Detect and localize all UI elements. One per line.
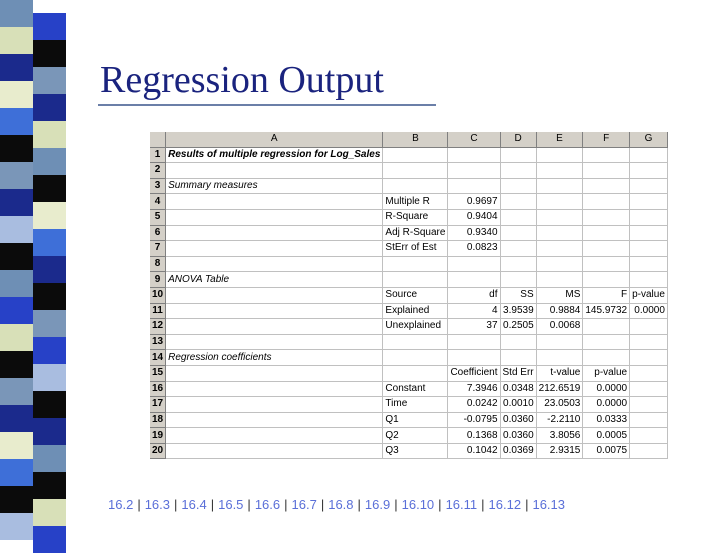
row-header[interactable]: 15 [150, 365, 166, 381]
nav-link[interactable]: 16.2 [108, 497, 134, 512]
cell[interactable] [500, 147, 536, 163]
cell[interactable]: 0.9340 [448, 225, 500, 241]
cell[interactable] [536, 241, 583, 257]
cell[interactable]: MS [536, 287, 583, 303]
cell[interactable] [536, 178, 583, 194]
spreadsheet-row [150, 225, 667, 241]
column-header-b[interactable]: B [383, 132, 448, 147]
nav-separator: | [174, 497, 178, 512]
spreadsheet-row [150, 163, 667, 179]
cell[interactable] [383, 163, 448, 179]
cell[interactable]: 0.9404 [448, 209, 500, 225]
spreadsheet [150, 132, 665, 460]
cell[interactable] [630, 147, 668, 163]
cell[interactable]: df [448, 287, 500, 303]
cell[interactable]: SS [500, 287, 536, 303]
spreadsheet-row [150, 350, 667, 366]
cell[interactable] [383, 256, 448, 272]
cell[interactable] [630, 178, 668, 194]
cell[interactable]: R-Square [383, 209, 448, 225]
cell[interactable] [500, 334, 536, 350]
stripe-block [33, 418, 66, 445]
cell[interactable] [166, 194, 383, 210]
cell[interactable]: Q3 [383, 443, 448, 459]
corner-cell[interactable] [150, 132, 166, 147]
cell[interactable] [583, 225, 630, 241]
cell[interactable]: 0.0333 [583, 412, 630, 428]
cell[interactable] [166, 365, 383, 381]
row-header[interactable]: 7 [150, 241, 166, 257]
cell[interactable] [166, 319, 383, 335]
row-header[interactable]: 4 [150, 194, 166, 210]
cell[interactable]: p-value [630, 287, 668, 303]
cell[interactable]: t-value [536, 365, 583, 381]
cell[interactable]: 0.1368 [448, 428, 500, 444]
stripe-block [33, 121, 66, 148]
stripe-block [0, 459, 33, 486]
cell[interactable] [448, 163, 500, 179]
cell[interactable] [166, 287, 383, 303]
cell[interactable] [383, 178, 448, 194]
cell[interactable] [166, 381, 383, 397]
spreadsheet-row [150, 397, 667, 413]
stripe-block [33, 256, 66, 283]
stripe-block [0, 189, 33, 216]
stripe-block [33, 499, 66, 526]
cell[interactable] [500, 272, 536, 288]
spreadsheet-row [150, 194, 667, 210]
nav-separator: | [357, 497, 361, 512]
cell[interactable] [630, 350, 668, 366]
nav-link[interactable]: 16.12 [488, 497, 522, 512]
cell[interactable]: 0.0242 [448, 397, 500, 413]
cell[interactable] [536, 147, 583, 163]
cell[interactable] [448, 272, 500, 288]
cell[interactable]: Unexplained [383, 319, 448, 335]
nav-separator: | [320, 497, 325, 512]
cell[interactable] [630, 397, 668, 413]
row-header[interactable]: 1 [150, 147, 166, 163]
cell[interactable] [583, 163, 630, 179]
cell[interactable]: Results of multiple regression for Log_Sales [166, 147, 383, 163]
nav-separator: | [284, 497, 288, 512]
nav-separator: | [394, 497, 398, 512]
cell[interactable] [630, 381, 668, 397]
cell[interactable] [166, 443, 383, 459]
nav-link[interactable]: 16.11 [445, 497, 478, 512]
stripe-block [0, 405, 33, 432]
cell[interactable] [166, 256, 383, 272]
cell[interactable]: 3.9539 [500, 303, 536, 319]
stripe-block [0, 270, 33, 297]
cell[interactable] [166, 303, 383, 319]
cell[interactable] [166, 397, 383, 413]
stripe-block [0, 297, 33, 324]
cell[interactable] [536, 272, 583, 288]
stripe-block [33, 472, 66, 499]
cell[interactable] [583, 319, 630, 335]
cell[interactable] [166, 428, 383, 444]
stripe-block [33, 283, 66, 310]
cell[interactable] [500, 241, 536, 257]
cell[interactable] [500, 163, 536, 179]
column-header-f[interactable]: F [583, 132, 630, 147]
stripe-block [0, 108, 33, 135]
cell[interactable] [166, 209, 383, 225]
cell[interactable]: 0.0369 [500, 443, 536, 459]
row-header[interactable]: 13 [150, 334, 166, 350]
cell[interactable]: 0.9884 [536, 303, 583, 319]
cell[interactable] [536, 256, 583, 272]
cell[interactable]: 0.1042 [448, 443, 500, 459]
cell[interactable] [630, 225, 668, 241]
cell[interactable]: 0.0348 [500, 381, 536, 397]
cell[interactable]: Q1 [383, 412, 448, 428]
row-header[interactable]: 10 [150, 287, 166, 303]
cell[interactable]: Explained [383, 303, 448, 319]
spreadsheet-row [150, 178, 667, 194]
cell[interactable] [536, 163, 583, 179]
stripe-block [0, 27, 33, 54]
cell[interactable]: Std Err [500, 365, 536, 381]
spreadsheet-row [150, 147, 667, 163]
row-header[interactable]: 20 [150, 443, 166, 459]
cell[interactable]: Time [383, 397, 448, 413]
row-header[interactable]: 12 [150, 319, 166, 335]
row-header[interactable]: 19 [150, 428, 166, 444]
row-header[interactable]: 17 [150, 397, 166, 413]
cell[interactable]: 3.8056 [536, 428, 583, 444]
cell[interactable] [583, 256, 630, 272]
cell[interactable] [383, 147, 448, 163]
cell[interactable] [500, 194, 536, 210]
spreadsheet-row [150, 365, 667, 381]
slide-title: Regression Output [100, 59, 384, 101]
nav-separator: | [247, 497, 251, 512]
spreadsheet-row [150, 381, 667, 397]
spreadsheet-row [150, 443, 667, 459]
stripe-block [0, 54, 33, 81]
nav-link[interactable]: 16.10 [401, 497, 435, 512]
cell[interactable] [166, 241, 383, 257]
cell[interactable]: Source [383, 287, 448, 303]
cell[interactable]: Regression coefficients [166, 350, 383, 366]
nav-link[interactable]: 16.4 [181, 497, 207, 512]
column-header-c[interactable]: C [448, 132, 500, 147]
spreadsheet-row [150, 272, 667, 288]
cell[interactable]: -0.0795 [448, 412, 500, 428]
cell[interactable] [166, 334, 383, 350]
cell[interactable] [448, 178, 500, 194]
spreadsheet-grid [150, 132, 668, 459]
cell[interactable] [383, 365, 448, 381]
cell[interactable]: 4 [448, 303, 500, 319]
row-header[interactable]: 2 [150, 163, 166, 179]
stripe-block [33, 337, 66, 364]
column-header-d[interactable]: D [500, 132, 536, 147]
cell[interactable]: 2.9315 [536, 443, 583, 459]
cell[interactable]: F [583, 287, 630, 303]
stripe-block [33, 40, 66, 67]
cell[interactable]: 0.9697 [448, 194, 500, 210]
cell[interactable]: 145.9732 [583, 303, 630, 319]
cell[interactable]: 7.3946 [448, 381, 500, 397]
row-header[interactable]: 16 [150, 381, 166, 397]
stripe-block [33, 391, 66, 418]
row-header[interactable]: 14 [150, 350, 166, 366]
cell[interactable] [630, 412, 668, 428]
cell[interactable]: 0.0823 [448, 241, 500, 257]
stripe-block [33, 229, 66, 256]
stripe-block [33, 67, 66, 94]
column-header-e[interactable]: E [536, 132, 583, 147]
stripe-block [33, 94, 66, 121]
cell[interactable] [448, 350, 500, 366]
nav-link[interactable]: 16.8 [328, 497, 354, 512]
spreadsheet-row [150, 287, 667, 303]
cell[interactable] [630, 443, 668, 459]
cell[interactable]: 0.0068 [536, 319, 583, 335]
cell[interactable]: ANOVA Table [166, 272, 383, 288]
column-header-g[interactable]: G [630, 132, 668, 147]
stripe-block [0, 216, 33, 243]
cell[interactable] [630, 428, 668, 444]
nav-separator: | [438, 497, 442, 512]
row-header[interactable]: 6 [150, 225, 166, 241]
stripe-block [0, 486, 33, 513]
stripe-block [33, 310, 66, 337]
title-underline [98, 104, 436, 106]
stripe-block [0, 378, 33, 405]
cell[interactable] [630, 194, 668, 210]
cell[interactable] [448, 147, 500, 163]
stripe-block [0, 243, 33, 270]
cell[interactable] [448, 334, 500, 350]
cell[interactable] [630, 272, 668, 288]
row-header[interactable]: 9 [150, 272, 166, 288]
nav-separator: | [525, 497, 529, 512]
row-header[interactable]: 3 [150, 178, 166, 194]
cell[interactable] [583, 194, 630, 210]
cell[interactable] [536, 225, 583, 241]
nav-link[interactable]: 16.7 [291, 497, 317, 512]
spreadsheet-row [150, 412, 667, 428]
cell[interactable]: 0.2505 [500, 319, 536, 335]
cell[interactable] [536, 334, 583, 350]
cell[interactable] [448, 256, 500, 272]
spreadsheet-row [150, 334, 667, 350]
stripe-block [0, 81, 33, 108]
cell[interactable]: 0.0360 [500, 428, 536, 444]
row-header[interactable]: 11 [150, 303, 166, 319]
cell[interactable] [630, 365, 668, 381]
cell[interactable]: 0.0005 [583, 428, 630, 444]
stripe-block [0, 324, 33, 351]
stripe-block [0, 135, 33, 162]
row-header[interactable]: 5 [150, 209, 166, 225]
cell[interactable] [383, 350, 448, 366]
nav-link[interactable]: 16.3 [144, 497, 171, 512]
nav-link[interactable]: 16.6 [254, 497, 281, 512]
cell[interactable] [500, 209, 536, 225]
cell[interactable]: 0.0360 [500, 412, 536, 428]
nav-separator: | [137, 497, 141, 512]
stripe-block [0, 513, 33, 540]
cell[interactable] [583, 241, 630, 257]
cell[interactable]: Q2 [383, 428, 448, 444]
row-header[interactable]: 18 [150, 412, 166, 428]
cell[interactable]: 0.0000 [583, 397, 630, 413]
stripe-block [33, 148, 66, 175]
cell[interactable] [500, 350, 536, 366]
spreadsheet-row [150, 303, 667, 319]
cell[interactable]: 37 [448, 319, 500, 335]
spreadsheet-row [150, 241, 667, 257]
cell[interactable]: 212.6519 [536, 381, 583, 397]
cell[interactable] [166, 163, 383, 179]
cell[interactable] [583, 350, 630, 366]
nav-link[interactable]: 16.9 [364, 497, 391, 512]
slide-navigation [108, 497, 565, 512]
nav-link[interactable]: 16.13 [532, 497, 566, 512]
cell[interactable] [630, 319, 668, 335]
cell[interactable]: 0.0010 [500, 397, 536, 413]
cell[interactable] [583, 147, 630, 163]
cell[interactable] [536, 194, 583, 210]
cell[interactable] [630, 209, 668, 225]
cell[interactable] [630, 163, 668, 179]
spreadsheet-row [150, 209, 667, 225]
cell[interactable] [500, 178, 536, 194]
cell[interactable] [536, 350, 583, 366]
cell[interactable]: Multiple R [383, 194, 448, 210]
cell[interactable] [583, 178, 630, 194]
cell[interactable]: 0.0075 [583, 443, 630, 459]
cell[interactable] [500, 225, 536, 241]
decorative-stripe [0, 0, 66, 540]
stripe-block [33, 445, 66, 472]
cell[interactable]: Coefficient [448, 365, 500, 381]
column-header-row [150, 132, 667, 147]
stripe-block [33, 175, 66, 202]
cell[interactable] [630, 334, 668, 350]
cell[interactable] [630, 241, 668, 257]
cell[interactable] [630, 256, 668, 272]
cell[interactable] [166, 412, 383, 428]
nav-separator: | [481, 497, 485, 512]
stripe-block [0, 351, 33, 378]
cell[interactable] [583, 272, 630, 288]
cell[interactable]: -2.2110 [536, 412, 583, 428]
spreadsheet-row [150, 256, 667, 272]
cell[interactable]: Summary measures [166, 178, 383, 194]
cell[interactable]: 0.0000 [583, 381, 630, 397]
nav-separator: | [210, 497, 215, 512]
cell[interactable] [500, 256, 536, 272]
stripe-block [33, 202, 66, 229]
cell[interactable] [536, 209, 583, 225]
cell[interactable]: Constant [383, 381, 448, 397]
row-header[interactable]: 8 [150, 256, 166, 272]
cell[interactable] [383, 334, 448, 350]
cell[interactable]: 23.0503 [536, 397, 583, 413]
spreadsheet-row [150, 319, 667, 335]
cell[interactable]: 0.0000 [630, 303, 668, 319]
cell[interactable] [383, 272, 448, 288]
cell[interactable]: StErr of Est [383, 241, 448, 257]
stripe-block [0, 0, 33, 27]
cell[interactable] [166, 225, 383, 241]
cell[interactable] [583, 334, 630, 350]
column-header-a[interactable]: A [166, 132, 383, 147]
stripe-block [0, 162, 33, 189]
cell[interactable]: Adj R-Square [383, 225, 448, 241]
nav-link[interactable]: 16.5 [218, 497, 244, 512]
stripe-block [0, 432, 33, 459]
cell[interactable] [583, 209, 630, 225]
stripe-block [33, 13, 66, 40]
stripe-block [33, 364, 66, 391]
spreadsheet-row [150, 428, 667, 444]
cell[interactable]: p-value [583, 365, 630, 381]
